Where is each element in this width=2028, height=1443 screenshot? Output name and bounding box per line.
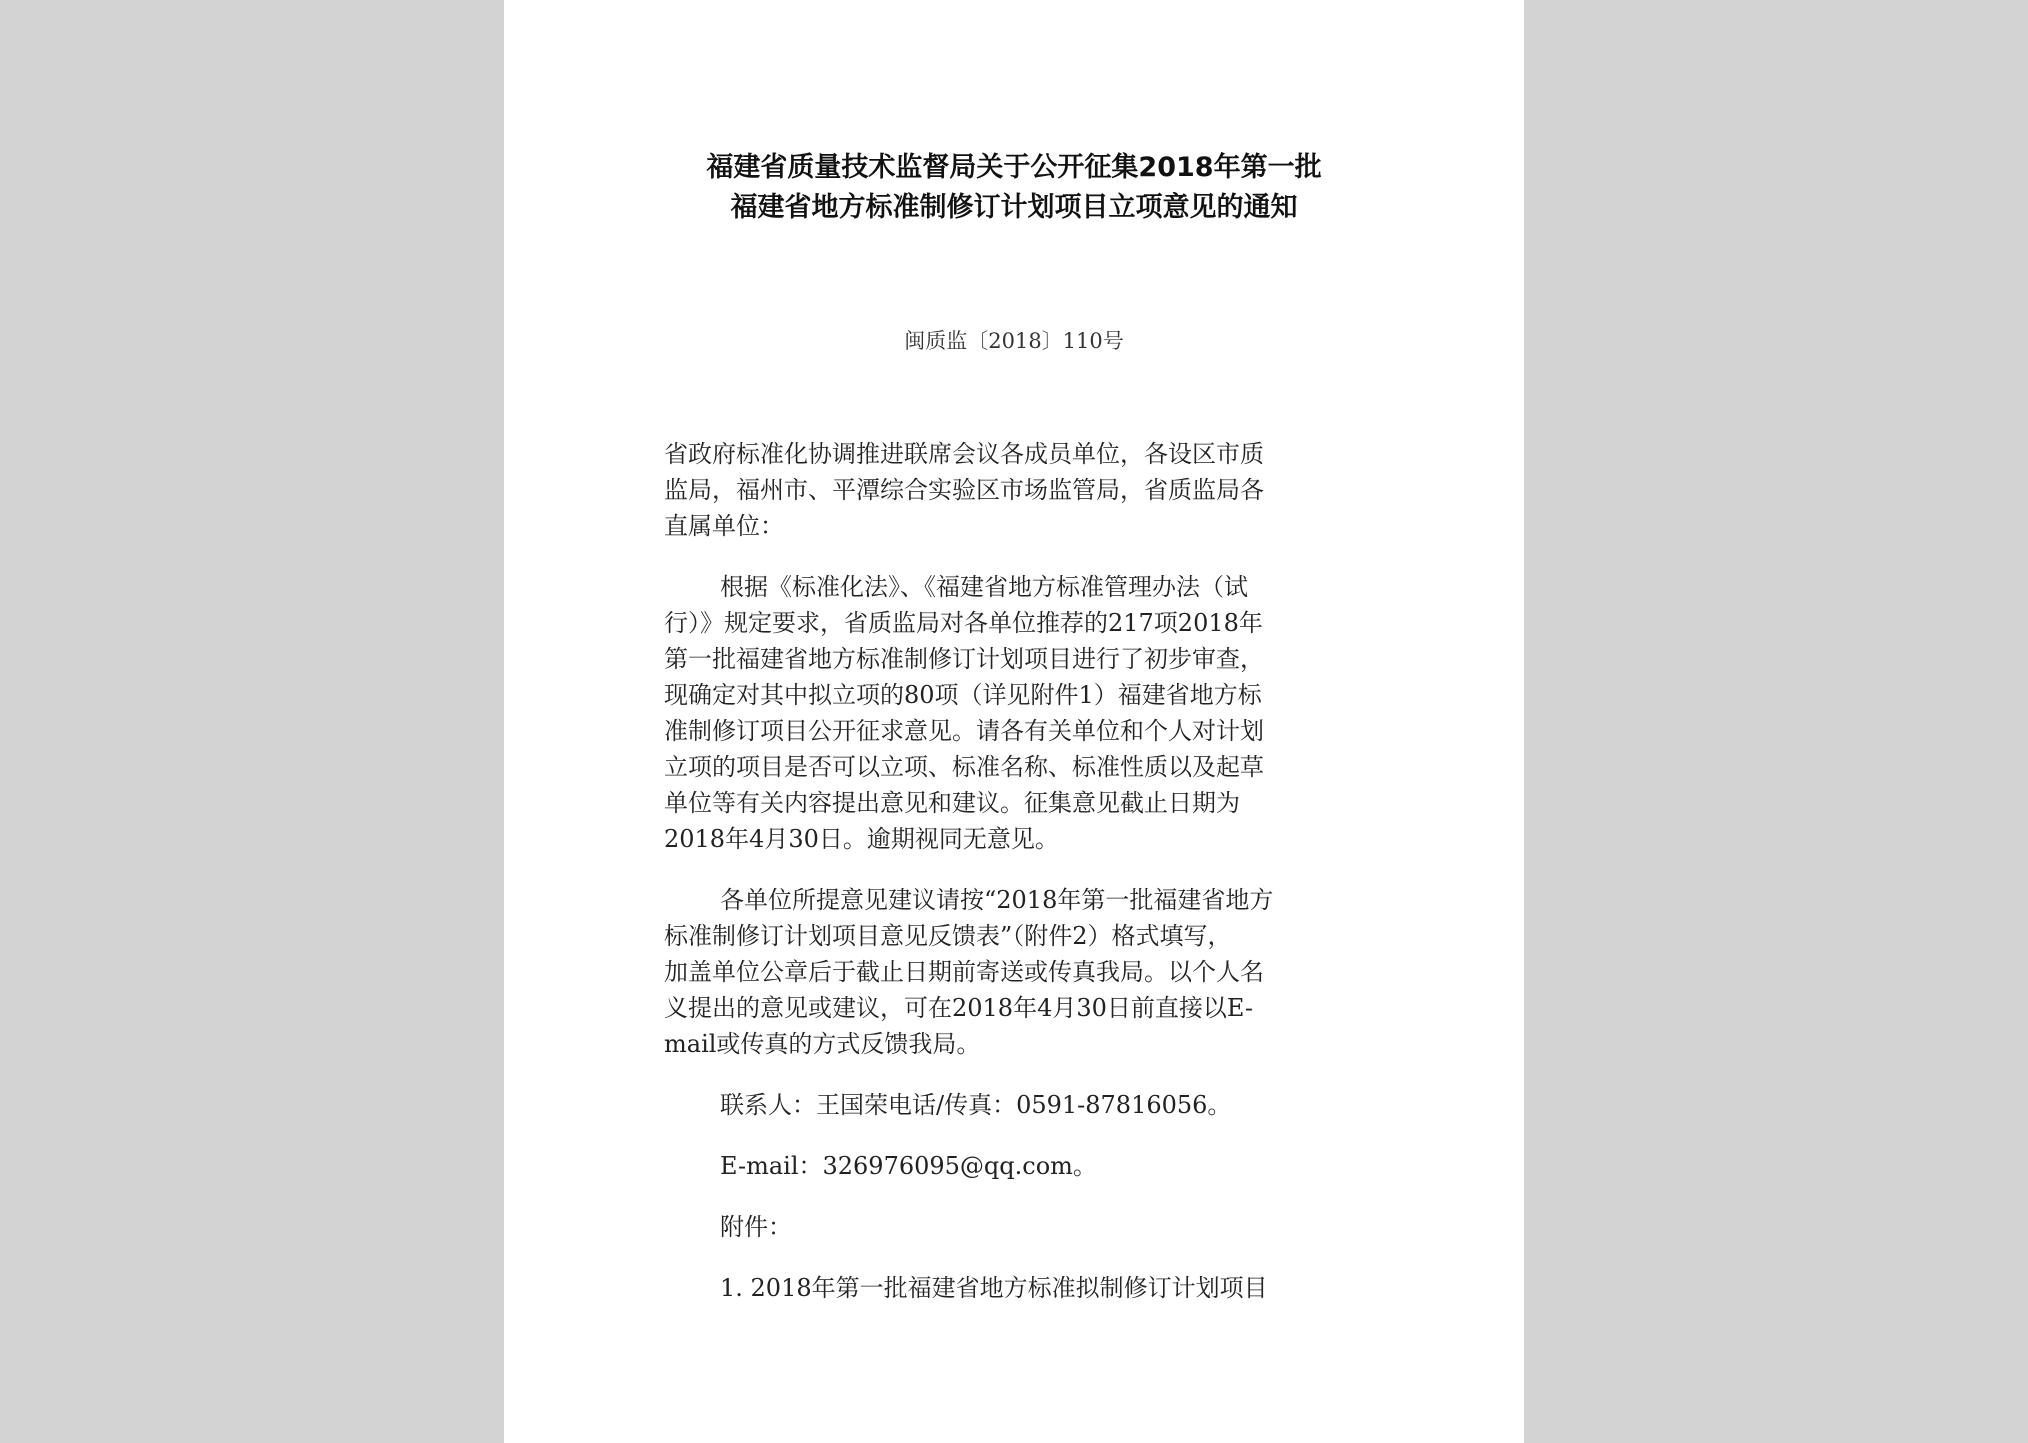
attachments-label: 附件： bbox=[720, 1213, 792, 1241]
salutation-line: 省政府标准化协调推进联席会议各成员单位，各设区市质 bbox=[664, 440, 1264, 468]
paragraph-1 bbox=[664, 569, 1384, 857]
document-title bbox=[504, 148, 1524, 228]
paragraph-line: 2018年4月30日。逾期视同无意见。 bbox=[664, 825, 1059, 853]
document-number: 闽质监〔2018〕110号 bbox=[904, 329, 1124, 353]
salutation-line: 直属单位： bbox=[664, 512, 784, 540]
paragraph-2 bbox=[664, 882, 1384, 1062]
paragraph-line: 加盖单位公章后于截止日期前寄送或传真我局。以个人名 bbox=[664, 958, 1264, 986]
paragraph-line: 第一批福建省地方标准制修订计划项目进行了初步审查， bbox=[664, 645, 1264, 673]
attachment-item: 1. 2018年第一批福建省地方标准拟制修订计划项目 bbox=[720, 1274, 1268, 1302]
salutation bbox=[664, 436, 1384, 544]
paragraph-line: 义提出的意见或建议，可在2018年4月30日前直接以E- bbox=[664, 994, 1253, 1022]
paragraph-line: 准制修订项目公开征求意见。请各有关单位和个人对计划 bbox=[664, 717, 1264, 745]
paragraph-line: 单位等有关内容提出意见和建议。征集意见截止日期为 bbox=[664, 789, 1240, 817]
paragraph-line: mail或传真的方式反馈我局。 bbox=[664, 1030, 981, 1058]
email-info: E-mail：326976095@qq.com。 bbox=[720, 1152, 1097, 1180]
salutation-line: 监局，福州市、平潭综合实验区市场监管局，省质监局各 bbox=[664, 476, 1264, 504]
paragraph-line: 现确定对其中拟立项的80项（详见附件1）福建省地方标 bbox=[664, 681, 1262, 709]
paragraph-line: 根据《标准化法》、《福建省地方标准管理办法（试 bbox=[720, 573, 1248, 601]
paragraph-line: 标准制修订计划项目意见反馈表”（附件2）格式填写， bbox=[664, 922, 1232, 950]
paragraph-line: 立项的项目是否可以立项、标准名称、标准性质以及起草 bbox=[664, 753, 1264, 781]
paragraph-line: 行）》规定要求，省质监局对各单位推荐的217项2018年 bbox=[664, 609, 1263, 637]
title-line: 福建省质量技术监督局关于公开征集2018年第一批 bbox=[706, 152, 1322, 183]
paragraph-line: 各单位所提意见建议请按“2018年第一批福建省地方 bbox=[720, 886, 1274, 914]
document-page bbox=[504, 0, 1524, 1443]
title-line: 福建省地方标准制修订计划项目立项意见的通知 bbox=[730, 192, 1298, 223]
contact-info: 联系人：王国荣电话/传真：0591-87816056。 bbox=[720, 1091, 1232, 1119]
document-body bbox=[664, 436, 1384, 1306]
